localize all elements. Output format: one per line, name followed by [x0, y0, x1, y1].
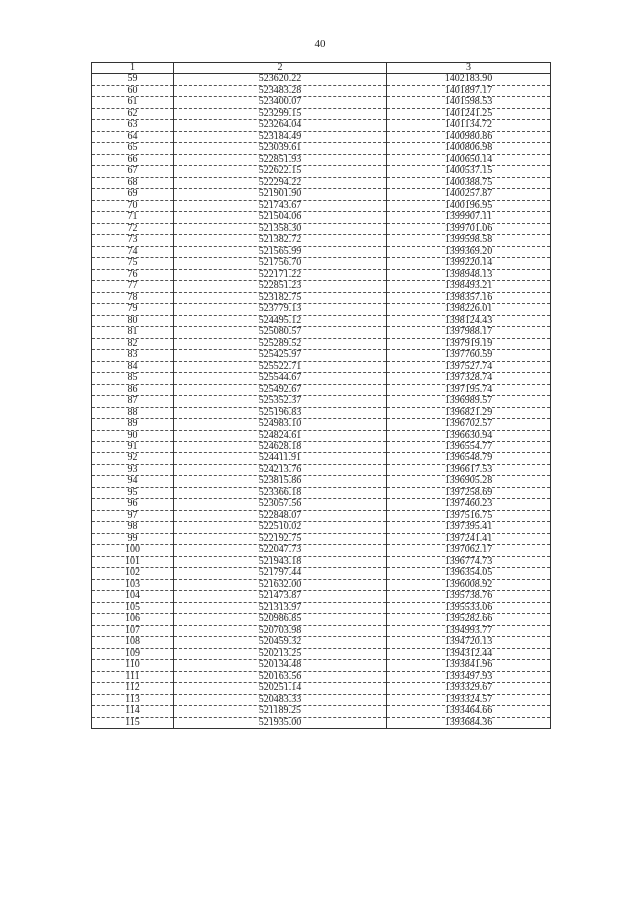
x-coordinate-cell: 524983.10 [174, 419, 387, 430]
x-coordinate-cell: 520163.56 [174, 671, 387, 682]
x-coordinate-cell: 521935.00 [174, 717, 387, 728]
point-number-cell: 76 [92, 269, 174, 280]
x-coordinate-cell: 525352.37 [174, 396, 387, 407]
table-row [92, 614, 551, 625]
table-row [92, 556, 551, 567]
table-row [92, 120, 551, 131]
table-row [92, 85, 551, 96]
y-coordinate-cell: 1398493.21 [387, 281, 551, 292]
point-number-cell: 87 [92, 396, 174, 407]
point-number-cell: 72 [92, 223, 174, 234]
table-row [92, 568, 551, 579]
table-row [92, 671, 551, 682]
y-coordinate-cell: 1399907.11 [387, 212, 551, 223]
table-body [92, 74, 551, 729]
point-number-cell: 67 [92, 166, 174, 177]
x-coordinate-cell: 522294.22 [174, 177, 387, 188]
table-row [92, 166, 551, 177]
point-number-cell: 62 [92, 108, 174, 119]
y-coordinate-cell: 1397527.74 [387, 361, 551, 372]
table-row [92, 706, 551, 717]
y-coordinate-cell: 1393329.67 [387, 683, 551, 694]
y-coordinate-cell: 1393841.96 [387, 660, 551, 671]
point-number-cell: 63 [92, 120, 174, 131]
point-number-cell: 107 [92, 625, 174, 636]
x-coordinate-cell: 525425.97 [174, 350, 387, 361]
x-coordinate-cell: 522192.75 [174, 533, 387, 544]
point-number-cell: 88 [92, 407, 174, 418]
table-row [92, 361, 551, 372]
x-coordinate-cell: 525196.83 [174, 407, 387, 418]
y-coordinate-cell: 1396554.77 [387, 441, 551, 452]
point-number-cell: 75 [92, 258, 174, 269]
table-row [92, 292, 551, 303]
x-coordinate-cell: 524628.18 [174, 441, 387, 452]
table-row [92, 338, 551, 349]
x-coordinate-cell: 522510.02 [174, 522, 387, 533]
table-row [92, 717, 551, 728]
x-coordinate-cell: 521743.67 [174, 200, 387, 211]
table-row [92, 304, 551, 315]
x-coordinate-cell: 523366.18 [174, 487, 387, 498]
table-row [92, 177, 551, 188]
table-row [92, 407, 551, 418]
y-coordinate-cell: 1394720.13 [387, 637, 551, 648]
x-coordinate-cell: 523400.07 [174, 97, 387, 108]
header-row [92, 63, 551, 74]
x-coordinate-cell: 525080.57 [174, 327, 387, 338]
x-coordinate-cell: 525492.67 [174, 384, 387, 395]
x-coordinate-cell: 522851.93 [174, 154, 387, 165]
table-row [92, 419, 551, 430]
y-coordinate-cell: 1396774.73 [387, 556, 551, 567]
x-coordinate-cell: 521189.25 [174, 706, 387, 717]
table-row [92, 453, 551, 464]
point-number-cell: 109 [92, 648, 174, 659]
y-coordinate-cell: 1400257.87 [387, 189, 551, 200]
y-coordinate-cell: 1397258.69 [387, 487, 551, 498]
point-number-cell: 81 [92, 327, 174, 338]
point-number-cell: 102 [92, 568, 174, 579]
column-header-2: 2 [174, 63, 387, 74]
y-coordinate-cell: 1393464.66 [387, 706, 551, 717]
y-coordinate-cell: 1400196.95 [387, 200, 551, 211]
point-number-cell: 106 [92, 614, 174, 625]
y-coordinate-cell: 1396008.92 [387, 579, 551, 590]
point-number-cell: 89 [92, 419, 174, 430]
y-coordinate-cell: 1398226.01 [387, 304, 551, 315]
table-row [92, 384, 551, 395]
point-number-cell: 98 [92, 522, 174, 533]
x-coordinate-cell: 523184.49 [174, 131, 387, 142]
x-coordinate-cell: 521358.30 [174, 223, 387, 234]
table-row [92, 476, 551, 487]
point-number-cell: 100 [92, 545, 174, 556]
y-coordinate-cell: 1397760.59 [387, 350, 551, 361]
y-coordinate-cell: 1398124.43 [387, 315, 551, 326]
x-coordinate-cell: 520459.32 [174, 637, 387, 648]
x-coordinate-cell: 520986.85 [174, 614, 387, 625]
y-coordinate-cell: 1393324.57 [387, 694, 551, 705]
table-row [92, 660, 551, 671]
x-coordinate-cell: 524411.91 [174, 453, 387, 464]
y-coordinate-cell: 1397328.74 [387, 373, 551, 384]
x-coordinate-cell: 521901.90 [174, 189, 387, 200]
page-number: 40 [314, 38, 326, 50]
y-coordinate-cell: 1399220.14 [387, 258, 551, 269]
point-number-cell: 64 [92, 131, 174, 142]
point-number-cell: 113 [92, 694, 174, 705]
point-number-cell: 79 [92, 304, 174, 315]
point-number-cell: 80 [92, 315, 174, 326]
point-number-cell: 74 [92, 246, 174, 257]
x-coordinate-cell: 523299.15 [174, 108, 387, 119]
coordinates-table [91, 62, 551, 729]
column-header-3: 3 [387, 63, 551, 74]
table-row [92, 281, 551, 292]
point-number-cell: 73 [92, 235, 174, 246]
y-coordinate-cell: 1397062.17 [387, 545, 551, 556]
table-row [92, 189, 551, 200]
table-row [92, 694, 551, 705]
x-coordinate-cell: 521565.99 [174, 246, 387, 257]
y-coordinate-cell: 1397395.41 [387, 522, 551, 533]
x-coordinate-cell: 521382.72 [174, 235, 387, 246]
y-coordinate-cell: 1399701.06 [387, 223, 551, 234]
x-coordinate-cell: 523057.56 [174, 499, 387, 510]
column-header-1: 1 [92, 63, 174, 74]
y-coordinate-cell: 1396548.79 [387, 453, 551, 464]
y-coordinate-cell: 1399598.58 [387, 235, 551, 246]
table-row [92, 373, 551, 384]
table-row [92, 74, 551, 85]
point-number-cell: 114 [92, 706, 174, 717]
point-number-cell: 103 [92, 579, 174, 590]
y-coordinate-cell: 1398357.16 [387, 292, 551, 303]
table-row [92, 683, 551, 694]
table-row [92, 464, 551, 475]
x-coordinate-cell: 522848.07 [174, 510, 387, 521]
table-row [92, 154, 551, 165]
table-row [92, 487, 551, 498]
point-number-cell: 77 [92, 281, 174, 292]
table-row [92, 625, 551, 636]
x-coordinate-cell: 522047.73 [174, 545, 387, 556]
y-coordinate-cell: 1397195.74 [387, 384, 551, 395]
x-coordinate-cell: 521943.18 [174, 556, 387, 567]
x-coordinate-cell: 523779.13 [174, 304, 387, 315]
x-coordinate-cell: 523182.75 [174, 292, 387, 303]
table-row [92, 143, 551, 154]
x-coordinate-cell: 520703.98 [174, 625, 387, 636]
point-number-cell: 71 [92, 212, 174, 223]
x-coordinate-cell: 523039.61 [174, 143, 387, 154]
point-number-cell: 99 [92, 533, 174, 544]
y-coordinate-cell: 1397460.23 [387, 499, 551, 510]
table-row [92, 591, 551, 602]
point-number-cell: 90 [92, 430, 174, 441]
point-number-cell: 94 [92, 476, 174, 487]
y-coordinate-cell: 1401134.72 [387, 120, 551, 131]
point-number-cell: 95 [92, 487, 174, 498]
point-number-cell: 60 [92, 85, 174, 96]
point-number-cell: 97 [92, 510, 174, 521]
point-number-cell: 69 [92, 189, 174, 200]
y-coordinate-cell: 1400806.98 [387, 143, 551, 154]
point-number-cell: 65 [92, 143, 174, 154]
table-row [92, 315, 551, 326]
point-number-cell: 84 [92, 361, 174, 372]
y-coordinate-cell: 1400537.15 [387, 166, 551, 177]
point-number-cell: 68 [92, 177, 174, 188]
table-row [92, 545, 551, 556]
x-coordinate-cell: 520251.14 [174, 683, 387, 694]
table-row [92, 258, 551, 269]
x-coordinate-cell: 523264.04 [174, 120, 387, 131]
y-coordinate-cell: 1398948.13 [387, 269, 551, 280]
x-coordinate-cell: 525544.67 [174, 373, 387, 384]
table-row [92, 246, 551, 257]
point-number-cell: 86 [92, 384, 174, 395]
y-coordinate-cell: 1401598.53 [387, 97, 551, 108]
x-coordinate-cell: 524495.12 [174, 315, 387, 326]
x-coordinate-cell: 522622.15 [174, 166, 387, 177]
point-number-cell: 78 [92, 292, 174, 303]
point-number-cell: 59 [92, 74, 174, 85]
y-coordinate-cell: 1397919.19 [387, 338, 551, 349]
point-number-cell: 61 [92, 97, 174, 108]
y-coordinate-cell: 1402183.90 [387, 74, 551, 85]
x-coordinate-cell: 524824.61 [174, 430, 387, 441]
x-coordinate-cell: 521313.97 [174, 602, 387, 613]
y-coordinate-cell: 1396821.29 [387, 407, 551, 418]
x-coordinate-cell: 523620.22 [174, 74, 387, 85]
point-number-cell: 93 [92, 464, 174, 475]
point-number-cell: 66 [92, 154, 174, 165]
table-row [92, 108, 551, 119]
y-coordinate-cell: 1401241.25 [387, 108, 551, 119]
table-row [92, 533, 551, 544]
y-coordinate-cell: 1397988.17 [387, 327, 551, 338]
point-number-cell: 82 [92, 338, 174, 349]
table-row [92, 269, 551, 280]
y-coordinate-cell: 1400388.75 [387, 177, 551, 188]
table-row [92, 97, 551, 108]
x-coordinate-cell: 521797.44 [174, 568, 387, 579]
table-row [92, 579, 551, 590]
y-coordinate-cell: 1395738.76 [387, 591, 551, 602]
x-coordinate-cell: 520483.33 [174, 694, 387, 705]
y-coordinate-cell: 1397241.41 [387, 533, 551, 544]
x-coordinate-cell: 521473.87 [174, 591, 387, 602]
point-number-cell: 101 [92, 556, 174, 567]
x-coordinate-cell: 523815.86 [174, 476, 387, 487]
point-number-cell: 104 [92, 591, 174, 602]
table-row [92, 350, 551, 361]
table-row [92, 430, 551, 441]
y-coordinate-cell: 1396905.28 [387, 476, 551, 487]
y-coordinate-cell: 1401897.17 [387, 85, 551, 96]
x-coordinate-cell: 521756.70 [174, 258, 387, 269]
point-number-cell: 108 [92, 637, 174, 648]
y-coordinate-cell: 1393684.36 [387, 717, 551, 728]
point-number-cell: 110 [92, 660, 174, 671]
table-row [92, 223, 551, 234]
table-row [92, 510, 551, 521]
y-coordinate-cell: 1400980.86 [387, 131, 551, 142]
x-coordinate-cell: 522171.22 [174, 269, 387, 280]
y-coordinate-cell: 1394312.44 [387, 648, 551, 659]
y-coordinate-cell: 1396630.94 [387, 430, 551, 441]
table-row [92, 200, 551, 211]
y-coordinate-cell: 1395533.06 [387, 602, 551, 613]
x-coordinate-cell: 520134.48 [174, 660, 387, 671]
x-coordinate-cell: 523483.28 [174, 85, 387, 96]
point-number-cell: 112 [92, 683, 174, 694]
x-coordinate-cell: 521632.00 [174, 579, 387, 590]
point-number-cell: 92 [92, 453, 174, 464]
point-number-cell: 105 [92, 602, 174, 613]
y-coordinate-cell: 1394993.77 [387, 625, 551, 636]
table-header [92, 63, 551, 74]
table-row [92, 212, 551, 223]
x-coordinate-cell: 525522.71 [174, 361, 387, 372]
point-number-cell: 115 [92, 717, 174, 728]
y-coordinate-cell: 1395282.66 [387, 614, 551, 625]
table-row [92, 499, 551, 510]
table-row [92, 327, 551, 338]
y-coordinate-cell: 1396354.05 [387, 568, 551, 579]
table-row [92, 637, 551, 648]
point-number-cell: 83 [92, 350, 174, 361]
y-coordinate-cell: 1399369.20 [387, 246, 551, 257]
table-row [92, 396, 551, 407]
point-number-cell: 111 [92, 671, 174, 682]
y-coordinate-cell: 1400650.14 [387, 154, 551, 165]
table-row [92, 648, 551, 659]
point-number-cell: 85 [92, 373, 174, 384]
table-row [92, 235, 551, 246]
point-number-cell: 96 [92, 499, 174, 510]
y-coordinate-cell: 1396702.57 [387, 419, 551, 430]
point-number-cell: 70 [92, 200, 174, 211]
x-coordinate-cell: 522851.23 [174, 281, 387, 292]
table-row [92, 522, 551, 533]
table-row [92, 602, 551, 613]
table-row [92, 131, 551, 142]
y-coordinate-cell: 1393497.93 [387, 671, 551, 682]
x-coordinate-cell: 521504.06 [174, 212, 387, 223]
x-coordinate-cell: 520213.25 [174, 648, 387, 659]
x-coordinate-cell: 525289.52 [174, 338, 387, 349]
y-coordinate-cell: 1396989.57 [387, 396, 551, 407]
table-row [92, 441, 551, 452]
y-coordinate-cell: 1397516.75 [387, 510, 551, 521]
x-coordinate-cell: 524213.76 [174, 464, 387, 475]
point-number-cell: 91 [92, 441, 174, 452]
y-coordinate-cell: 1396617.53 [387, 464, 551, 475]
